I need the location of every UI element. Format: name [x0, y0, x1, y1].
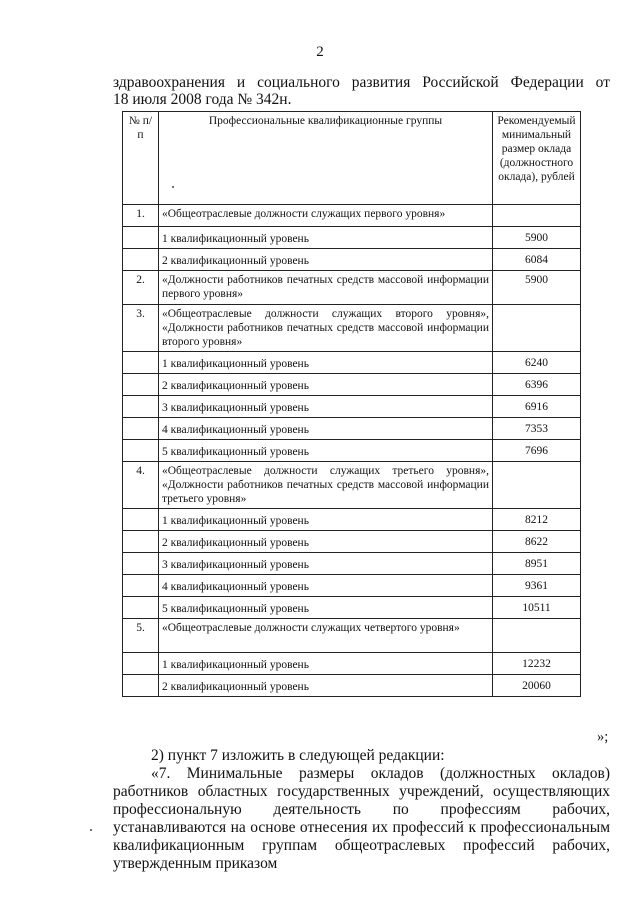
group-name: «Общеотраслевые должности служащих второго уровня», «Должности работников печатных средств массовой информации второго уровня»: [159, 305, 493, 352]
row-number: [123, 440, 159, 462]
table-row: [123, 531, 581, 553]
header-salary: Рекомендуемый минимальный размер оклада (должностного оклада), рублей: [493, 112, 581, 205]
row-number: [123, 553, 159, 575]
qualification-level: 2 квалификационный уровень: [159, 374, 493, 396]
table-row: [123, 271, 581, 305]
salary-value: 5900: [493, 227, 581, 249]
header-number: № п/п: [123, 112, 159, 205]
qualification-level: 4 квалификационный уровень: [159, 418, 493, 440]
row-number: 4.: [123, 462, 159, 509]
qualification-level: 2 квалификационный уровень: [159, 675, 493, 697]
table-row: [123, 249, 581, 271]
table-row: [123, 418, 581, 440]
salary-value: [493, 462, 581, 509]
table-row: [123, 305, 581, 352]
table-row: [123, 653, 581, 675]
qualification-level: 1 квалификационный уровень: [159, 653, 493, 675]
row-number: 1.: [123, 205, 159, 227]
salary-value: 6240: [493, 352, 581, 374]
salary-value: 8212: [493, 509, 581, 531]
salary-value: 7353: [493, 418, 581, 440]
qualification-level: 5 квалификационный уровень: [159, 440, 493, 462]
row-number: [123, 352, 159, 374]
row-number: [123, 509, 159, 531]
qualification-level: 3 квалификационный уровень: [159, 553, 493, 575]
qualification-level: 2 квалификационный уровень: [159, 249, 493, 271]
salary-value: 6084: [493, 249, 581, 271]
table-row: [123, 374, 581, 396]
row-number: [123, 531, 159, 553]
group-name: «Должности работников печатных средств массовой информации первого уровня»: [159, 271, 493, 305]
group-name: «Общеотраслевые должности служащих четвертого уровня»: [159, 619, 493, 653]
table-row: [123, 352, 581, 374]
item-2: 2) пункт 7 изложить в следующей редакции:: [151, 747, 445, 764]
table-row: [123, 597, 581, 619]
intro-line-1: здравоохранения и социального развития Российской Федерации от: [113, 74, 610, 91]
row-number: [123, 418, 159, 440]
header-group: Професcиональные квалификационные группы: [159, 112, 493, 205]
qualification-level: 1 квалификационный уровень: [159, 509, 493, 531]
row-number: [123, 227, 159, 249]
qualification-level: 1 квалификационный уровень: [159, 227, 493, 249]
row-number: [123, 396, 159, 418]
item-7-quote: «7. Минимальные размеры окладов (должностных окладов) работников областных государственных учреждений, осуществляющих профессиональную деятельность по профессиям рабочих, устанавливаются на основе отнесения их профессий к профессиональным квалификационным группам общеотраслевых профессий рабочих, утвержденным приказом: [113, 765, 610, 872]
salary-value: [493, 619, 581, 653]
table-row: [123, 205, 581, 227]
group-name: «Общеотраслевые должности служащих третьего уровня», «Должности работников печатных средств массовой информации третьего уровня»: [159, 462, 493, 509]
table-row: [123, 553, 581, 575]
intro-paragraph: [113, 74, 610, 108]
group-name: «Общеотраслевые должности служащих первого уровня»: [159, 205, 493, 227]
row-number: [123, 597, 159, 619]
table-row: [123, 396, 581, 418]
salary-value: 5900: [493, 271, 581, 305]
intro-line-2: 18 июля 2008 года № 342н.: [113, 91, 292, 108]
qualification-level: 5 квалификационный уровень: [159, 597, 493, 619]
table-row: [123, 227, 581, 249]
salary-value: 8951: [493, 553, 581, 575]
salary-value: 12232: [493, 653, 581, 675]
row-number: 5.: [123, 619, 159, 653]
salary-value: 9361: [493, 575, 581, 597]
salary-value: 6396: [493, 374, 581, 396]
qualification-level: 1 квалификационный уровень: [159, 352, 493, 374]
row-number: [123, 675, 159, 697]
table-row: [123, 462, 581, 509]
table-row: [123, 509, 581, 531]
table-body: [123, 205, 581, 697]
scan-speck: [172, 186, 174, 188]
salary-value: 6916: [493, 396, 581, 418]
table-row: [123, 619, 581, 653]
salary-value: [493, 305, 581, 352]
row-number: [123, 653, 159, 675]
page-number: 2: [316, 44, 324, 60]
closing-quote: »;: [597, 729, 609, 745]
qualification-level: 2 квалификационный уровень: [159, 531, 493, 553]
salary-value: 10511: [493, 597, 581, 619]
table-row: [123, 440, 581, 462]
row-number: [123, 249, 159, 271]
body-text: [113, 747, 610, 873]
row-number: [123, 575, 159, 597]
row-number: [123, 374, 159, 396]
salary-value: 7696: [493, 440, 581, 462]
row-number: 2.: [123, 271, 159, 305]
salary-value: [493, 205, 581, 227]
qualification-level: 4 квалификационный уровень: [159, 575, 493, 597]
salary-value: 8622: [493, 531, 581, 553]
salary-table: [122, 111, 581, 697]
salary-value: 20060: [493, 675, 581, 697]
table-row: [123, 575, 581, 597]
table-row: [123, 675, 581, 697]
row-number: 3.: [123, 305, 159, 352]
scan-speck: [90, 829, 92, 831]
table-header-row: [123, 112, 581, 205]
qualification-level: 3 квалификационный уровень: [159, 396, 493, 418]
